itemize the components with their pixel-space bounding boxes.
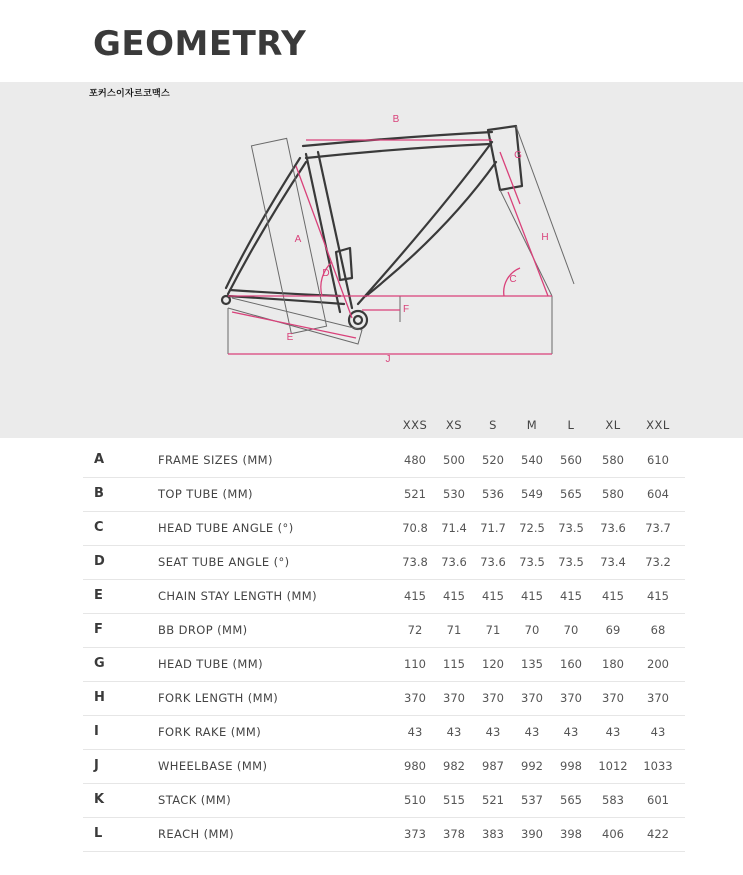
table-cell: 370 — [482, 691, 504, 705]
table-cell: 180 — [602, 657, 624, 671]
table-cell: 71 — [485, 623, 501, 637]
table-cell: 565 — [560, 487, 582, 501]
diagram-label-a: A — [294, 234, 302, 245]
row-label: BB DROP (MM) — [158, 623, 248, 637]
row-label: CHAIN STAY LENGTH (MM) — [158, 589, 318, 603]
table-cell: 200 — [647, 657, 669, 671]
table-cell: 370 — [560, 691, 582, 705]
table-row — [83, 817, 685, 852]
row-label: TOP TUBE (MM) — [158, 487, 253, 501]
table-cell: 73.2 — [645, 555, 671, 569]
row-key: H — [94, 690, 105, 705]
table-cell: 73.6 — [441, 555, 467, 569]
diagram-label-b: B — [392, 114, 400, 125]
size-header-xs: XS — [445, 418, 463, 432]
size-header-xl: XL — [605, 418, 621, 432]
table-cell: 610 — [647, 453, 669, 467]
table-cell: 72 — [407, 623, 423, 637]
table-cell: 43 — [524, 725, 540, 739]
table-cell: 480 — [404, 453, 426, 467]
table-cell: 71.4 — [441, 521, 467, 535]
row-key: D — [94, 554, 105, 569]
row-key: B — [94, 486, 104, 501]
table-row — [83, 579, 685, 614]
table-cell: 43 — [407, 725, 423, 739]
diagram-label-j: J — [385, 354, 391, 365]
table-cell: 500 — [443, 453, 465, 467]
table-cell: 980 — [404, 759, 426, 773]
size-header-xxl: XXL — [646, 418, 670, 432]
table-cell: 415 — [404, 589, 426, 603]
table-cell: 521 — [404, 487, 426, 501]
table-row — [83, 681, 685, 716]
table-cell: 73.6 — [600, 521, 626, 535]
table-cell: 415 — [482, 589, 504, 603]
table-cell: 135 — [521, 657, 543, 671]
table-cell: 992 — [521, 759, 543, 773]
table-cell: 160 — [560, 657, 582, 671]
table-row — [83, 613, 685, 648]
table-cell: 604 — [647, 487, 669, 501]
table-cell: 43 — [605, 725, 621, 739]
table-cell: 68 — [650, 623, 666, 637]
row-key: E — [94, 588, 103, 603]
row-key: C — [94, 520, 104, 535]
table-cell: 73.5 — [519, 555, 545, 569]
table-cell: 601 — [647, 793, 669, 807]
table-cell: 521 — [482, 793, 504, 807]
row-label: STACK (MM) — [158, 793, 232, 807]
table-cell: 370 — [647, 691, 669, 705]
row-label: SEAT TUBE ANGLE (°) — [158, 555, 290, 569]
table-cell: 415 — [560, 589, 582, 603]
table-cell: 73.7 — [645, 521, 671, 535]
table-cell: 73.5 — [558, 555, 584, 569]
row-key: F — [94, 622, 103, 637]
table-cell: 549 — [521, 487, 543, 501]
table-cell: 583 — [602, 793, 624, 807]
page-title: GEOMETRY — [93, 24, 307, 64]
table-cell: 580 — [602, 487, 624, 501]
table-cell: 510 — [404, 793, 426, 807]
size-header-s: S — [489, 418, 497, 432]
table-cell: 370 — [602, 691, 624, 705]
table-cell: 70.8 — [402, 521, 428, 535]
row-label: HEAD TUBE (MM) — [158, 657, 263, 671]
table-cell: 73.8 — [402, 555, 428, 569]
table-cell: 390 — [521, 827, 543, 841]
table-cell: 987 — [482, 759, 504, 773]
table-cell: 373 — [404, 827, 426, 841]
table-cell: 415 — [521, 589, 543, 603]
diagram-label-f: F — [402, 304, 410, 315]
size-header-m: M — [526, 418, 538, 432]
table-cell: 73.4 — [600, 555, 626, 569]
table-cell: 536 — [482, 487, 504, 501]
diagram-label-d: D — [322, 268, 330, 279]
table-cell: 70 — [524, 623, 540, 637]
table-cell: 580 — [602, 453, 624, 467]
row-label: WHEELBASE (MM) — [158, 759, 268, 773]
table-cell: 70 — [563, 623, 579, 637]
table-row — [83, 783, 685, 818]
table-cell: 537 — [521, 793, 543, 807]
row-key: L — [94, 826, 103, 841]
row-key: A — [94, 452, 105, 467]
table-cell: 69 — [605, 623, 621, 637]
table-row — [83, 749, 685, 784]
row-key: J — [94, 758, 99, 773]
table-cell: 415 — [647, 589, 669, 603]
diagram-label-g: G — [514, 150, 522, 161]
table-cell: 1033 — [643, 759, 673, 773]
table-cell: 1012 — [598, 759, 628, 773]
table-cell: 378 — [443, 827, 465, 841]
table-cell: 370 — [521, 691, 543, 705]
table-row — [83, 545, 685, 580]
table-cell: 370 — [443, 691, 465, 705]
row-key: I — [94, 724, 99, 739]
table-row — [83, 443, 685, 478]
table-row — [83, 511, 685, 546]
size-header-l: L — [567, 418, 575, 432]
row-key: G — [94, 656, 105, 671]
row-label: FORK LENGTH (MM) — [158, 691, 279, 705]
table-cell: 415 — [443, 589, 465, 603]
diagram-label-e: E — [286, 332, 294, 343]
table-cell: 560 — [560, 453, 582, 467]
diagram-label-h: H — [541, 232, 549, 243]
table-cell: 43 — [485, 725, 501, 739]
table-cell: 422 — [647, 827, 669, 841]
watermark-text: 포커스이자르코맥스 — [89, 89, 170, 99]
table-cell: 73.6 — [480, 555, 506, 569]
table-row — [83, 715, 685, 750]
table-cell: 72.5 — [519, 521, 545, 535]
table-cell: 982 — [443, 759, 465, 773]
table-cell: 565 — [560, 793, 582, 807]
table-cell: 370 — [404, 691, 426, 705]
table-cell: 73.5 — [558, 521, 584, 535]
table-cell: 998 — [560, 759, 582, 773]
table-cell: 43 — [446, 725, 462, 739]
table-cell: 115 — [443, 657, 465, 671]
table-row — [83, 647, 685, 682]
row-label: HEAD TUBE ANGLE (°) — [158, 521, 294, 535]
table-cell: 71.7 — [480, 521, 506, 535]
table-row — [83, 477, 685, 512]
table-cell: 520 — [482, 453, 504, 467]
diagram-label-c: C — [509, 274, 517, 285]
table-cell: 398 — [560, 827, 582, 841]
table-cell: 43 — [650, 725, 666, 739]
row-label: REACH (MM) — [158, 827, 235, 841]
table-cell: 515 — [443, 793, 465, 807]
table-cell: 540 — [521, 453, 543, 467]
table-cell: 71 — [446, 623, 462, 637]
row-label: FRAME SIZES (MM) — [158, 453, 273, 467]
table-cell: 43 — [563, 725, 579, 739]
table-cell: 383 — [482, 827, 504, 841]
table-cell: 110 — [404, 657, 426, 671]
table-cell: 530 — [443, 487, 465, 501]
table-cell: 120 — [482, 657, 504, 671]
table-cell: 406 — [602, 827, 624, 841]
row-label: FORK RAKE (MM) — [158, 725, 262, 739]
size-header-xxs: XXS — [402, 418, 428, 432]
row-key: K — [94, 792, 105, 807]
table-cell: 415 — [602, 589, 624, 603]
